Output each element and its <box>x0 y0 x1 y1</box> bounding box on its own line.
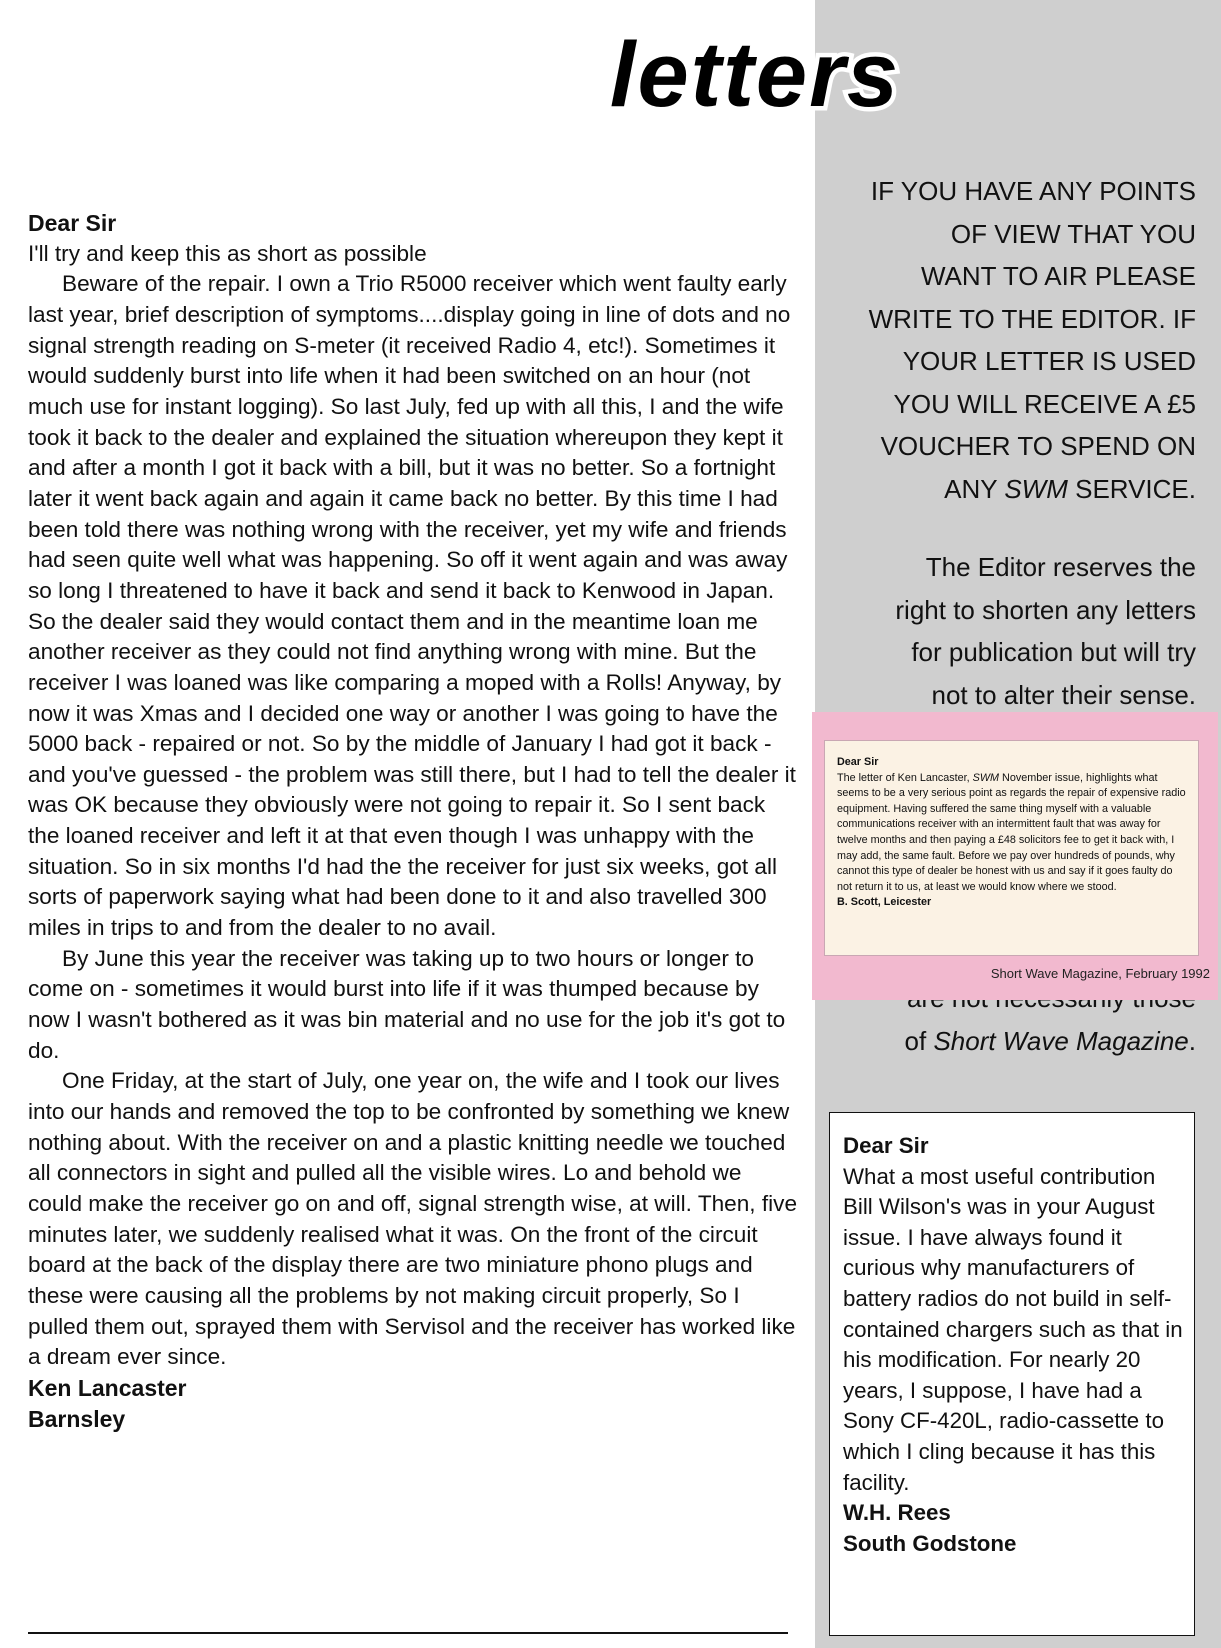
side-letter-salutation: Dear Sir <box>843 1133 929 1158</box>
notice-line: ANY SWM SERVICE. <box>944 473 1196 504</box>
notice-line: WANT TO AIR PLEASE <box>920 261 1196 291</box>
main-letter <box>28 208 798 1434</box>
notice-line: YOUR LETTER IS USED <box>902 346 1196 376</box>
clipping-salutation: Dear Sir <box>837 756 879 768</box>
main-letter-salutation: Dear Sir <box>28 210 117 236</box>
clipping-body: The letter of Ken Lancaster, SWM November issue, highlights what seems to be a very serious point as regards the repair of expensive radio equipment. Having suffered the same thing myself with a valuable communications receiver with an intermittent fault that was away for twelve months and then paying a £48 solicitors fee to get it back with, I may add, the same fault. Before we pay over hundreds of pounds, why cannot this type of dealer be honest with us and say if it goes faulty do not return it to us, at least we would know where we stood. <box>837 771 1186 893</box>
notice-tail-line: of Short Wave Magazine. <box>904 1025 1196 1056</box>
notice-line: VOUCHER TO SPEND ON <box>880 431 1196 461</box>
notice-editor-line: not to alter their sense. <box>931 679 1196 710</box>
editor-notice <box>830 170 1196 716</box>
clipping-letter <box>824 740 1199 956</box>
notice-line: IF YOU HAVE ANY POINTS <box>870 176 1196 206</box>
notice-editor-line: The Editor reserves the <box>925 552 1196 582</box>
notice-line: WRITE TO THE EDITOR. IF <box>868 303 1196 334</box>
side-letter-box <box>829 1112 1195 1636</box>
pasted-clipping <box>812 712 1218 1000</box>
masthead-logo <box>385 30 1125 114</box>
main-letter-paragraph: One Friday, at the start of July, one year on, the wife and I took our lives into our hands and removed the top to be confronted by something we knew nothing about. With the receiver on and a plastic knitting needle we touched all connectors in sight and pulled all the visible wires. Lo and behold we could make the receiver go on and off, signal strength wise, at will. Then, five minutes later, we suddenly realised what it was. On the front of the circuit board at the back of the display there are two miniature phono plugs and these were causing all the problems by not making circuit properly, So I pulled them out, sprayed them with Servisol and the receiver has worked like a dream ever since. <box>28 1068 798 1370</box>
main-letter-opening: I'll try and keep this as short as possible <box>28 240 427 266</box>
main-letter-paragraph: By June this year the receiver was taking up to two hours or longer to come on - sometimes it would burst into life if it was thumped because by now I wasn't bothered as it was bin material and no use for the job it's got to do. <box>28 945 786 1063</box>
main-letter-signature-place: Barnsley <box>28 1405 126 1432</box>
side-letter-signature-place: South Godstone <box>843 1530 1017 1556</box>
main-letter-paragraph: Beware of the repair. I own a Trio R5000 receiver which went faulty early last year, brief description of symptoms....display going in line of dots and no signal strength reading on S-meter (it received Radio 4, etc!). Sometimes it would suddenly burst into life when it had been switched on an hour (not much use for instant logging). So last July, fed up with all this, I and the wife took it back to the dealer and explained the situation whereupon they kept it and after a month I got it back with a bill, but it was no better. So a fortnight later it went back again and again it came back no better. By this time I had been told there was nothing wrong with the receiver, yet my wife and friends had seen quite well what was happening. So off it went again and was away so long I threatened to have it back and send it back to Kenwood in Japan. So the dealer said they would contact them and in the meantime loan me another receiver as they could not find anything wrong with mine. But the receiver I was loaned was like comparing a moped with a Rolls! Anyway, by now it was Xmas and I decided one way or another I was going to have the 5000 back - repaired or not. So by the middle of January I had got it back - and you've guessed - the problem was still there, but I had to tell the dealer it was OK because they obviously were not going to repair it. So I sent back the loaned receiver and left it at that even though I was unhappy with the situation. So in six months I'd had the the receiver for just six weeks, got all sorts of paperwork saying what had been done to it and also travelled 300 miles in trips to and from the dealer to no avail. <box>28 271 796 941</box>
notice-editor-line: for publication but will try <box>911 637 1196 667</box>
masthead <box>385 30 1125 114</box>
clipping-caption: Short Wave Magazine, February 1992 <box>990 966 1210 981</box>
notice-editor-line: right to shorten any letters <box>895 594 1196 625</box>
notice-line: OF VIEW THAT YOU <box>950 218 1196 249</box>
notice-line: YOU WILL RECEIVE A £5 <box>893 388 1196 419</box>
bottom-divider <box>28 1632 788 1634</box>
clipping-signature: B. Scott, Leicester <box>837 896 932 909</box>
main-letter-signature-name: Ken Lancaster <box>28 1374 187 1401</box>
side-letter-body: What a most useful contribution Bill Wilson's was in your August issue. I have always found it curious why manufacturers of battery radios do not build in self-contained chargers such as that in his modification. For nearly 20 years, I suppose, I have had a Sony CF-420L, radio-cassette to which I cling because it has this facility. <box>843 1163 1183 1495</box>
side-letter-signature-name: W.H. Rees <box>843 1500 951 1526</box>
masthead-title: letters <box>609 30 901 114</box>
